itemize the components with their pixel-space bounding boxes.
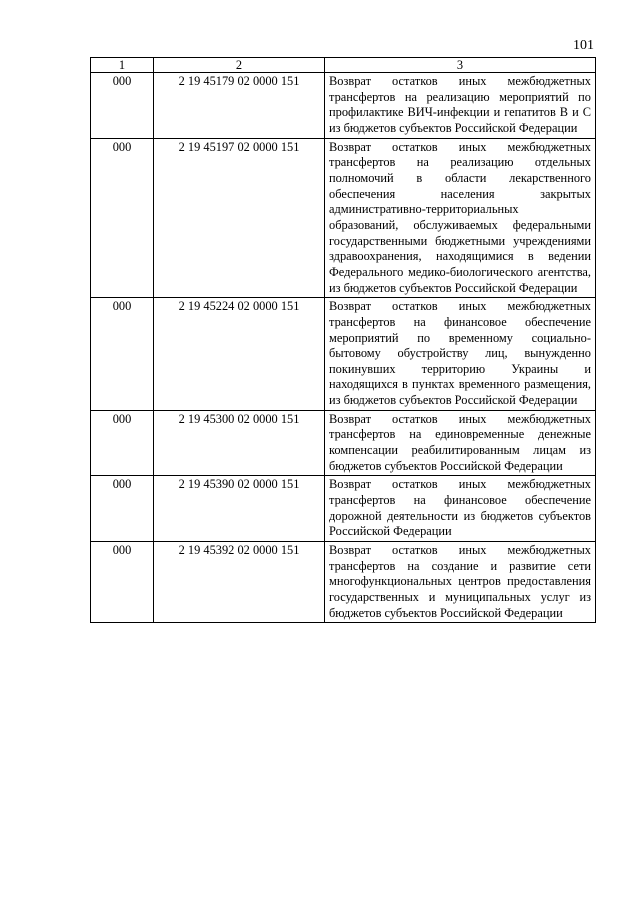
admin-code-cell: 000: [91, 138, 154, 298]
description-cell: Возврат остатков иных межбюджетных трансфертов на финансовое обеспечение мероприятий по временному социально-бытовому обустройству лиц, вынужденно покинувших территорию Украины и находящихся в пунктах временного размещения, из бюджетов субъектов Российской Федерации: [325, 298, 596, 411]
table-row: [91, 542, 596, 623]
budget-classification-table: [90, 57, 596, 623]
description-cell: Возврат остатков иных межбюджетных трансфертов на единовременные денежные компенсации реабилитированным лицам из бюджетов субъектов Российской Федерации: [325, 410, 596, 476]
revenue-code-cell: 2 19 45300 02 0000 151: [154, 410, 325, 476]
revenue-code-cell: 2 19 45392 02 0000 151: [154, 542, 325, 623]
header-col-2: 2: [154, 58, 325, 73]
page-number: 101: [573, 38, 594, 53]
description-cell: Возврат остатков иных межбюджетных трансфертов на реализацию отдельных полномочий в области лекарственного обеспечения населения закрытых административно-территориальных образований, обслуживаемых федеральными государственными бюджетными учреждениями здравоохранения, находящимися в ведении Федерального медико-биологического агентства, из бюджетов субъектов Российской Федерации: [325, 138, 596, 298]
admin-code-cell: 000: [91, 410, 154, 476]
description-cell: Возврат остатков иных межбюджетных трансфертов на реализацию мероприятий по профилактике ВИЧ-инфекции и гепатитов В и С из бюджетов субъектов Российской Федерации: [325, 73, 596, 139]
table-row: [91, 476, 596, 542]
revenue-code-cell: 2 19 45179 02 0000 151: [154, 73, 325, 139]
table-row: [91, 138, 596, 298]
admin-code-cell: 000: [91, 542, 154, 623]
description-cell: Возврат остатков иных межбюджетных трансфертов на финансовое обеспечение дорожной деятельности из бюджетов субъектов Российской Федерации: [325, 476, 596, 542]
description-cell: Возврат остатков иных межбюджетных трансфертов на создание и развитие сети многофункциональных центров предоставления государственных и муниципальных услуг из бюджетов субъектов Российской Федерации: [325, 542, 596, 623]
table-row: [91, 410, 596, 476]
revenue-code-cell: 2 19 45390 02 0000 151: [154, 476, 325, 542]
header-col-1: 1: [91, 58, 154, 73]
table-header-row: [91, 58, 596, 73]
table-row: [91, 298, 596, 411]
admin-code-cell: 000: [91, 73, 154, 139]
header-col-3: 3: [325, 58, 596, 73]
admin-code-cell: 000: [91, 476, 154, 542]
revenue-code-cell: 2 19 45197 02 0000 151: [154, 138, 325, 298]
admin-code-cell: 000: [91, 298, 154, 411]
revenue-code-cell: 2 19 45224 02 0000 151: [154, 298, 325, 411]
table-row: [91, 73, 596, 139]
